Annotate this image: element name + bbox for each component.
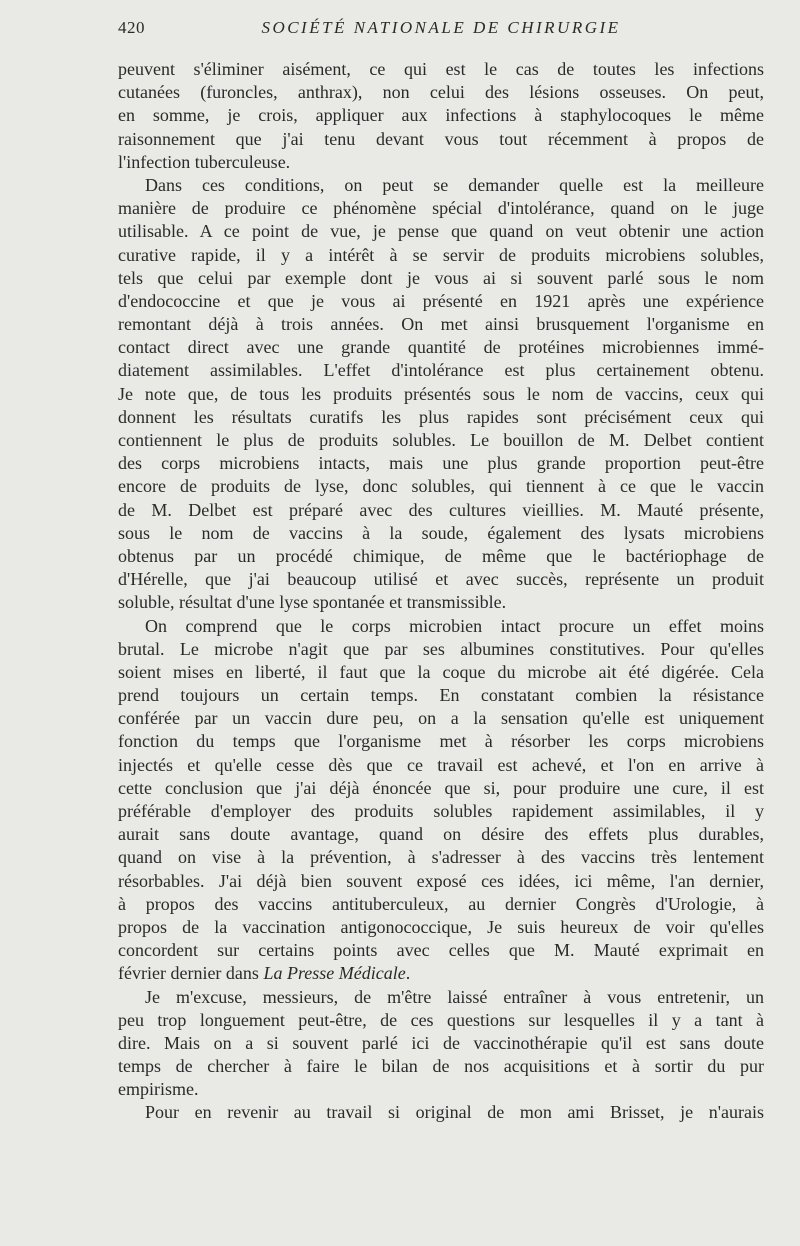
text-line: Dans ces conditions, on peut se demander quelle est la meilleure <box>145 174 764 195</box>
text-line: tels que celui par exemple dont je vous ai si souvent parlé sous le nom <box>118 267 764 288</box>
body-text <box>118 58 764 1125</box>
paragraph <box>118 615 764 986</box>
text-line: encore de produits de lyse, donc solubles, qui tiennent à ce que le vaccin <box>118 476 764 497</box>
text-line: utilisable. A ce point de vue, je pense que quand on veut obtenir une action <box>118 221 764 242</box>
text-line: obtenus par un procédé chimique, de même que le bactériophage de <box>118 545 764 566</box>
text-line: propos de la vaccination antigonococcique, Je suis heureux de voir qu'elles <box>118 916 764 937</box>
text-line: manière de produire ce phénomène spécial d'intolérance, quand on le juge <box>118 198 764 219</box>
text-line: On comprend que le corps microbien intact procure un effet moins <box>145 615 764 636</box>
text-line <box>118 962 764 985</box>
text-line: brutal. Le microbe n'agit que par ses albumines constitutives. Pour qu'elles <box>118 638 764 659</box>
text-line: fonction du temps que l'organisme met à résorber les corps microbiens <box>118 731 764 752</box>
paragraph <box>118 58 764 174</box>
text-line: à propos des vaccins antituberculeux, au dernier Congrès d'Urologie, à <box>118 893 764 914</box>
text-fragment: . <box>405 963 411 984</box>
text-line: des corps microbiens intacts, mais une plus grande proportion peut-être <box>118 453 764 474</box>
page-header <box>118 18 764 44</box>
text-line: préférable d'employer des produits solubles rapidement assimilables, il y <box>118 801 764 821</box>
text-line: donnent les résultats curatifs les plus rapides sont précisément ceux qui <box>118 406 764 427</box>
text-line: quand on vise à la prévention, à s'adresser à des vaccins très lentement <box>118 847 764 868</box>
text-line: d'Hérelle, que j'ai beaucoup utilisé et avec succès, représente un produit <box>118 569 764 590</box>
text-line: dire. Mais on a si souvent parlé ici de vaccinothérapie qu'il est sans doute <box>118 1032 764 1053</box>
text-line: peuvent s'éliminer aisément, ce qui est le cas de toutes les infections <box>118 59 764 79</box>
text-line: concordent sur certains points avec celles que M. Mauté exprimait en <box>118 940 764 961</box>
text-line: en somme, je crois, appliquer aux infections à staphylocoques le même <box>118 105 764 126</box>
running-title: SOCIÉTÉ NATIONALE DE CHIRURGIE <box>261 18 621 37</box>
text-line: curative rapide, il y a intérêt à se servir de produits microbiens solubles, <box>118 244 764 265</box>
paragraph <box>118 174 764 615</box>
text-fragment: février dernier dans <box>118 963 264 984</box>
text-line: raisonnement que j'ai tenu devant vous tout récemment à propos de <box>118 128 764 149</box>
text-line: l'infection tuberculeuse. <box>118 151 291 172</box>
paragraph <box>118 1101 764 1124</box>
text-line: de M. Delbet est préparé avec des cultures vieillies. M. Mauté présente, <box>118 499 764 520</box>
text-line: aurait sans doute avantage, quand on désire des effets plus durables, <box>118 824 764 845</box>
text-line: injectés et qu'elle cesse dès que ce travail est achevé, et l'on en arrive à <box>118 754 764 775</box>
text-line: diatement assimilables. L'effet d'intolérance est plus certainement obtenu. <box>118 360 764 381</box>
text-line: Je m'excuse, messieurs, de m'être laissé entraîner à vous entretenir, un <box>145 986 764 1007</box>
text-line: soluble, résultat d'une lyse spontanée et transmissible. <box>118 592 507 613</box>
text-line: résorbables. J'ai déjà bien souvent exposé ces idées, ici même, l'an dernier, <box>118 870 764 891</box>
text-line: conférée par un vaccin dure peu, on a la sensation qu'elle est uniquement <box>118 708 764 729</box>
text-line: prend toujours un certain temps. En constatant combien la résistance <box>118 685 764 706</box>
page-number: 420 <box>118 18 145 37</box>
journal-title: La Presse Médicale <box>263 963 406 984</box>
text-line: cutanées (furoncles, anthrax), non celui des lésions osseuses. On peut, <box>118 82 764 103</box>
text-line: cette conclusion que j'ai déjà énoncée que si, pour produire une cure, il est <box>118 777 764 798</box>
text-line: Je note que, de tous les produits présentés sous le nom de vaccins, ceux qui <box>118 383 764 404</box>
text-line: contiennent le plus de produits solubles. Le bouillon de M. Delbet contient <box>118 430 764 450</box>
text-line: temps de chercher à faire le bilan de nos acquisitions et à sortir du pur <box>118 1056 764 1077</box>
text-line: Pour en revenir au travail si original de mon ami Brisset, je n'aurais <box>145 1102 764 1123</box>
text-line: soient mises en liberté, il faut que la coque du microbe ait été digérée. Cela <box>118 661 764 682</box>
paragraph <box>118 986 764 1102</box>
text-line: remontant déjà à trois années. On met ainsi brusquement l'organisme en <box>118 314 764 335</box>
text-line: peu trop longuement peut-être, de ces questions sur lesquelles il y a tant à <box>118 1009 764 1030</box>
text-line: sous le nom de vaccins à la soude, également des lysats microbiens <box>118 522 764 543</box>
text-line: empirisme. <box>118 1079 199 1100</box>
text-line: d'endococcine et que je vous ai présenté en 1921 après une expérience <box>118 290 764 311</box>
text-line: contact direct avec une grande quantité de protéines microbiennes immé- <box>118 337 764 358</box>
